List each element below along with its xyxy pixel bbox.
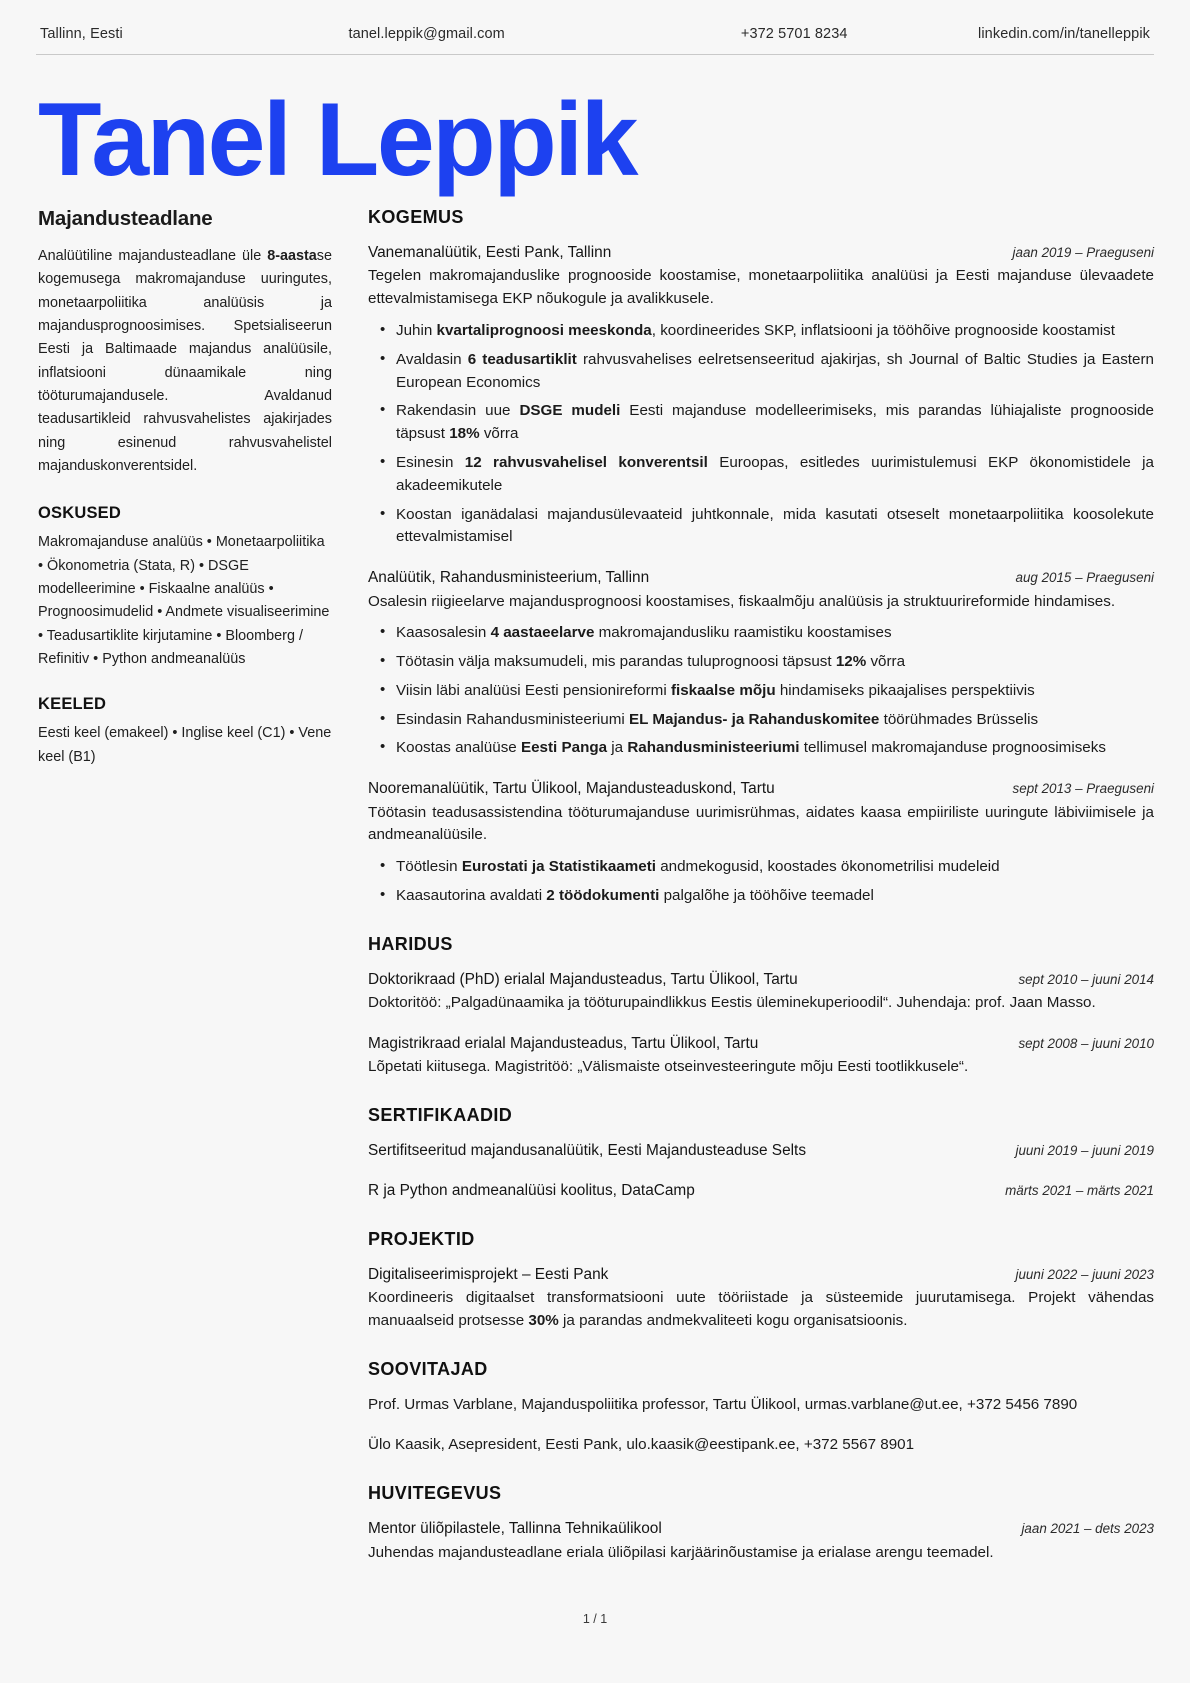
entry-description: Prof. Urmas Varblane, Majanduspoliitika professor, Tartu Ülikool, urmas.varblane@ut.ee, +372 5456 7890 xyxy=(368,1395,1078,1413)
summary-text: Analüütiline majandusteadlane üle 8-aastase kogemusega makromajanduse uuringutes, monetaarpoliitika analüüsis ja majandusprognoosimises. Spetsialiseerun Eesti ja Baltimaade majandus analüüsile, inflatsiooni dünaamikale ning tööturumajandusele. Avaldanud teadusartikleid rahvusvahelistes ajakirjades ning esinenud rahvusvahelistel majanduskonverentsidel. xyxy=(38,248,332,475)
resume-entry xyxy=(368,567,1154,760)
bullet-item: • Koostan iganädalasi majandusülevaateid juhtkonnale, mida kasutati otseselt monetaarpoliitika koosolekute ettevalmistamisel xyxy=(396,504,1154,550)
entry-description: Doktoritöö: „Palgadünaamika ja tööturupaindlikkus Eestis üleminekuperioodil“. Juhendaja: prof. Jaan Masso. xyxy=(368,994,1096,1012)
entry-bullets xyxy=(368,622,1154,760)
projects-list xyxy=(368,1264,1154,1333)
skills-text: Makromajanduse analüüs • Monetaarpoliitika • Ökonometria (Stata, R) • DSGE modelleerimine • Fiskaalne analüüs • Prognoosimudelid • Andmete visualiseerimine • Teadusartiklite kirjutamine • Bloomberg / Refinitiv • Python andmeanalüüs xyxy=(38,534,330,667)
entry-title: Magistrikraad erialal Majandusteadus, Tartu Ülikool, Tartu xyxy=(368,1034,759,1052)
entry-header xyxy=(368,969,1154,991)
bullet-item: • Töötlesin Eurostati ja Statistikaameti andmekogusid, koostades ökonometrilisi mudeleid xyxy=(396,856,1154,879)
contact-bar xyxy=(36,26,1154,55)
entry-date: sept 2013 – Praeguseni xyxy=(1012,781,1154,797)
bullet-item: • Kaasosalesin 4 aastaeelarve makromajandusliku raamistiku koostamises xyxy=(396,622,1154,645)
entry-title: R ja Python andmeanalüüsi koolitus, DataCamp xyxy=(368,1182,695,1200)
entry-header xyxy=(368,1180,1154,1202)
entry-description: Koordineeris digitaalset transformatsiooni uute tööriistade ja süsteemide juurutamisega. Projekt vähendas manuaalseid protsesse 30% ja parandas andmekvaliteeti kogu organisatsioonis. xyxy=(368,1289,1154,1329)
bullet-item: • Esinesin 12 rahvusvahelisel konverentsil Euroopas, esitledes uurimistulemusi EKP ökonomistidele ja akadeemikutele xyxy=(396,452,1154,498)
bullet-item: • Koostas analüüse Eesti Panga ja Rahandusministeeriumi tellimusel makromajanduse prognoosimiseks xyxy=(396,737,1154,760)
bullet-item: • Kaasautorina avaldati 2 töödokumenti palgalõhe ja tööhõive teemadel xyxy=(396,885,1154,908)
entry-header xyxy=(368,1033,1154,1055)
entry-description: Lõpetati kiitusega. Magistritöö: „Välismaiste otseinvesteeringute mõju Eesti tootlikkusele“. xyxy=(368,1058,969,1076)
resume-entry xyxy=(368,1033,1154,1079)
references-list xyxy=(368,1394,1154,1458)
bullet-item: • Juhin kvartaliprognoosi meeskonda, koordineerides SKP, inflatsiooni ja tööhõive prognooside koostamist xyxy=(396,320,1154,343)
references-heading: SOOVITAJAD xyxy=(368,1358,488,1379)
entry-title: Analüütik, Rahandusministeerium, Tallinn xyxy=(368,569,650,587)
bullet-item: • Töötasin välja maksumudeli, mis parandas tuluprognoosi täpsust 12% võrra xyxy=(396,651,1154,674)
education-heading: HARIDUS xyxy=(368,933,453,954)
entry-header xyxy=(368,778,1154,800)
entry-date: sept 2008 – juuni 2010 xyxy=(1018,1035,1154,1051)
skills-heading: OSKUSED xyxy=(38,504,121,523)
resume-entry xyxy=(368,1394,1154,1417)
resume-entry xyxy=(368,1140,1154,1162)
entry-date: sept 2010 – juuni 2014 xyxy=(1018,971,1154,987)
entry-header xyxy=(368,567,1154,589)
entry-description: Osalesin riigieelarve majandusprognoosi koostamises, fiskaalmõju analüüsis ja struktuurireformide hindamises. xyxy=(368,592,1116,610)
entry-date: jaan 2019 – Praeguseni xyxy=(1012,245,1154,261)
experience-heading: KOGEMUS xyxy=(368,207,464,228)
experience-list xyxy=(368,242,1154,908)
entry-title: Digitaliseerimisprojekt – Eesti Pank xyxy=(368,1265,609,1283)
languages-heading: KEELED xyxy=(38,695,107,714)
entry-date: märts 2021 – märts 2021 xyxy=(1005,1183,1154,1199)
interests-heading: HUVITEGEVUS xyxy=(368,1483,502,1504)
certificates-heading: SERTIFIKAADID xyxy=(368,1105,513,1126)
bullet-item: • Avaldasin 6 teadusartiklit rahvusvahelises eelretsenseeritud ajakirjas, sh Journal of Baltic Studies ja Eastern European Economics xyxy=(396,349,1154,395)
languages-text: Eesti keel (emakeel) • Inglise keel (C1) • Vene keel (B1) xyxy=(38,725,332,765)
contact-phone: +372 5701 8234 xyxy=(740,26,848,42)
bullet-item: • Esindasin Rahandusministeeriumi EL Majandus- ja Rahanduskomitee töörühmades Brüsselis xyxy=(396,709,1154,732)
interests-list xyxy=(368,1518,1154,1564)
bullet-item: • Rakendasin uue DSGE mudeli Eesti majanduse modelleerimiseks, mis parandas lühiajaliste prognooside täpsust 18% võrra xyxy=(396,400,1154,446)
entry-date: aug 2015 – Praeguseni xyxy=(1015,570,1154,586)
resume-entry xyxy=(368,1518,1154,1564)
entry-header xyxy=(368,1264,1154,1286)
projects-heading: PROJEKTID xyxy=(368,1228,475,1249)
entry-description: Töötasin teadusassistendina tööturumajanduse uurimisrühmas, aidates kaasa empiiriliste uuringute läbiviimisele ja andmeanalüüsile. xyxy=(368,803,1154,844)
resume-entry xyxy=(368,969,1154,1015)
contact-linkedin: linkedin.com/in/tanelleppik xyxy=(978,26,1150,42)
resume-entry xyxy=(368,1434,1154,1457)
resume-entry xyxy=(368,1264,1154,1333)
entry-header xyxy=(368,242,1154,264)
candidate-role: Majandusteadlane xyxy=(38,207,213,231)
entry-date: juuni 2019 – juuni 2019 xyxy=(1015,1143,1154,1159)
resume-entry xyxy=(368,778,1154,908)
contact-location: Tallinn, Eesti xyxy=(40,26,123,42)
entry-date: jaan 2021 – dets 2023 xyxy=(1021,1521,1154,1537)
entry-description: Ülo Kaasik, Asepresident, Eesti Pank, ulo.kaasik@eestipank.ee, +372 5567 8901 xyxy=(368,1436,915,1454)
entry-bullets xyxy=(368,856,1154,908)
entry-date: juuni 2022 – juuni 2023 xyxy=(1015,1266,1154,1282)
resume-body xyxy=(36,207,1154,1582)
entry-title: Nooremanalüütik, Tartu Ülikool, Majandusteaduskond, Tartu xyxy=(368,780,775,798)
main-content xyxy=(368,207,1154,1582)
entry-header xyxy=(368,1518,1154,1540)
entry-description: Juhendas majandusteadlane eriala üliõpilasi karjäärinõustamise ja erialase arengu teemadel. xyxy=(368,1543,994,1561)
entry-header xyxy=(368,1140,1154,1162)
entry-description: Tegelen makromajanduslike prognooside koostamise, monetaarpoliitika analüüsi ja Eesti majanduse ülevaadete ettevalmistamisega EKP nõukogule ja avalikkusele. xyxy=(368,267,1154,308)
entry-title: Sertifitseeritud majandusanalüütik, Eesti Majandusteaduse Selts xyxy=(368,1142,807,1160)
certificates-list xyxy=(368,1140,1154,1203)
entry-title: Vanemanalüütik, Eesti Pank, Tallinn xyxy=(368,244,612,262)
resume-entry xyxy=(368,242,1154,549)
page-number: 1 / 1 xyxy=(582,1612,608,1627)
entry-title: Mentor üliõpilastele, Tallinna Tehnikaülikool xyxy=(368,1520,662,1538)
sidebar xyxy=(36,207,332,793)
bullet-item: • Viisin läbi analüüsi Eesti pensionireformi fiskaalse mõju hindamiseks pikaajalises perspektiivis xyxy=(396,680,1154,703)
education-list xyxy=(368,969,1154,1079)
resume-entry xyxy=(368,1180,1154,1202)
candidate-name: Tanel Leppik xyxy=(38,82,636,198)
entry-title: Doktorikraad (PhD) erialal Majandusteadus, Tartu Ülikool, Tartu xyxy=(368,970,798,988)
entry-bullets xyxy=(368,320,1154,549)
contact-email: tanel.leppik@gmail.com xyxy=(348,26,505,42)
